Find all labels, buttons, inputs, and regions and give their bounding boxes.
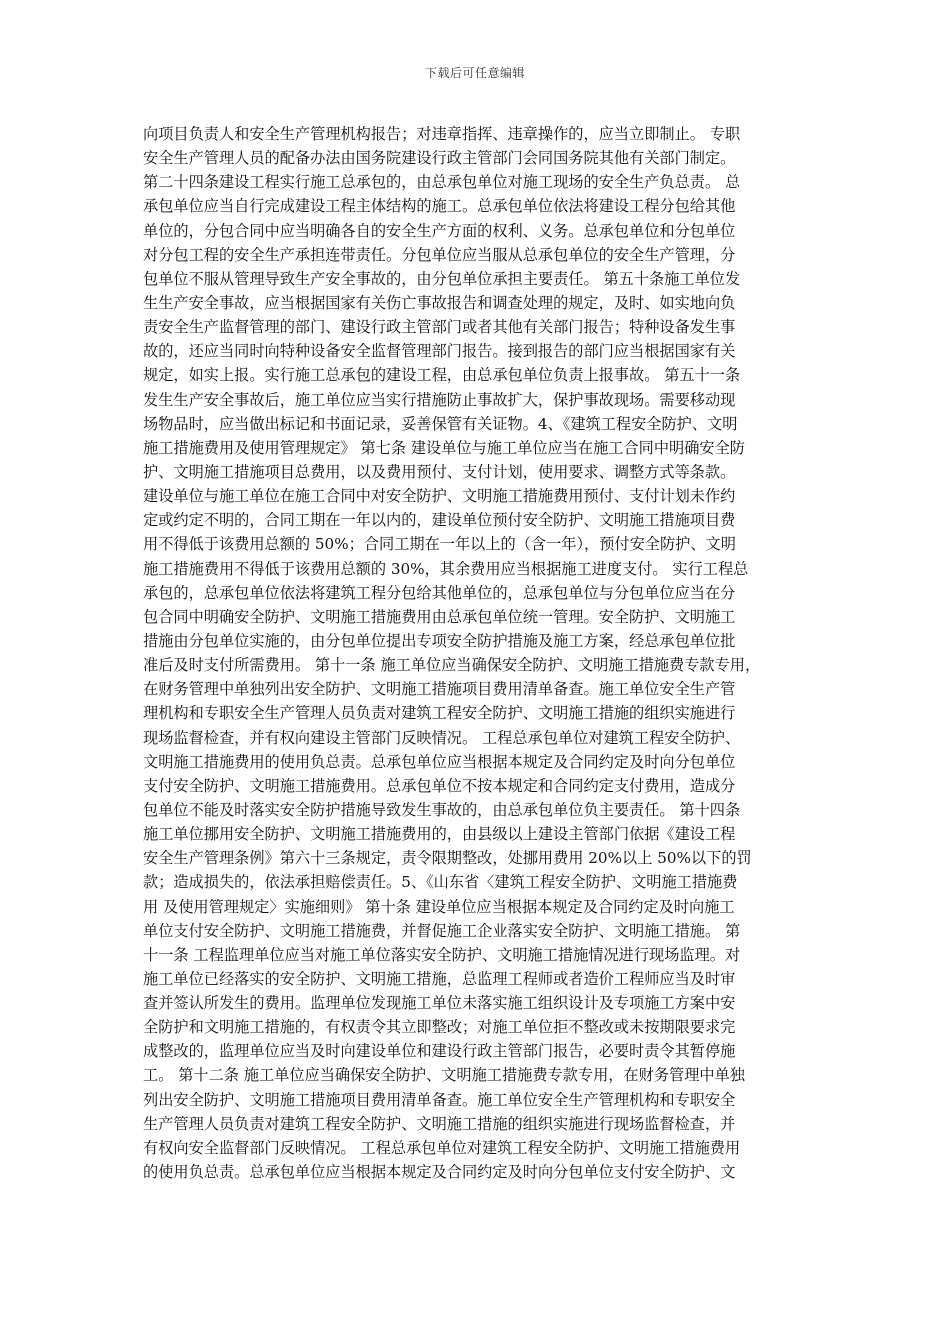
text-line: 场物品时，应当做出标记和书面记录，妥善保管有关证物。4、《建筑工程安全防护、文明 [143, 414, 738, 433]
text-line: 责安全生产监督管理的部门、建设行政主管部门或者其他有关部门报告；特种设备发生事 [143, 318, 736, 337]
text-line: 规定，如实上报。实行施工总承包的建设工程，由总承包单位负责上报事故。 第五十一条 [143, 366, 741, 385]
text-line: 包合同中明确安全防护、文明施工措施费用由总承包单位统一管理。安全防护、文明施工 [143, 607, 736, 626]
text-line: 用 及使用管理规定〉实施细则》 第十条 建设单位应当根据本规定及合同约定及时向施工 [143, 897, 735, 916]
text-line: 成整改的，监理单位应当及时向建设单位和建设行政主管部门报告，必要时责令其暂停施 [143, 1042, 736, 1061]
text-line: 对分包工程的安全生产承担连带责任。分包单位应当服从总承包单位的安全生产管理，分 [143, 245, 736, 264]
text-line: 故的，还应当同时向特种设备安全监督管理部门报告。接到报告的部门应当根据国家有关 [143, 342, 736, 361]
text-line: 单位的，分包合同中应当明确各自的安全生产方面的权利、义务。总承包单位和分包单位 [143, 221, 736, 240]
text-line: 有权向安全监督部门反映情况。 工程总承包单位对建筑工程安全防护、文明施工措施费用 [143, 1138, 741, 1157]
text-line: 查并签认所发生的费用。监理单位发现施工单位未落实施工组织设计及专项施工方案中安 [143, 994, 736, 1013]
text-line: 护、文明施工措施项目总费用，以及费用预付、支付计划，使用要求、调整方式等条款。 [143, 462, 736, 481]
text-line: 措施由分包单位实施的，由分包单位提出专项安全防护措施及施工方案，经总承包单位批 [143, 631, 736, 650]
text-line: 款；造成损失的，依法承担赔偿责任。5、《山东省〈建筑工程安全防护、文明施工措施费 [143, 873, 738, 892]
text-line: 安全生产管理条例》第六十三条规定，责令限期整改，处挪用费用 20%以上 50%以下的罚 [143, 849, 752, 868]
text-line: 列出安全防护、文明施工措施项目费用清单备查。施工单位安全生产管理机构和专职安全 [143, 1090, 736, 1109]
text-line: 施工单位已经落实的安全防护、文明施工措施，总监理工程师或者造价工程师应当及时审 [143, 969, 736, 988]
text-line: 单位支付安全防护、文明施工措施费，并督促施工企业落实安全防护、文明施工措施。 第 [143, 921, 741, 940]
text-line: 包单位不能及时落实安全防护措施导致发生事故的，由总承包单位负主要责任。 第十四条 [143, 800, 741, 819]
text-line: 生产管理人员负责对建筑工程安全防护、文明施工措施的组织实施进行现场监督检查，并 [143, 1114, 736, 1133]
text-line: 承包的，总承包单位依法将建筑工程分包给其他单位的，总承包单位与分包单位应当在分 [143, 583, 736, 602]
text-line: 准后及时支付所需费用。 第十一条 施工单位应当确保安全防护、文明施工措施费专款专用， [143, 656, 761, 675]
text-line: 全防护和文明施工措施的，有权责令其立即整改；对施工单位拒不整改或未按期限要求完 [143, 1018, 736, 1037]
text-line: 在财务管理中单独列出安全防护、文明施工措施项目费用清单备查。施工单位安全生产管 [143, 680, 736, 699]
text-line: 理机构和专职安全生产管理人员负责对建筑工程安全防护、文明施工措施的组织实施进行 [143, 704, 736, 723]
text-line: 生生产安全事故，应当根据国家有关伤亡事故报告和调查处理的规定，及时、如实地向负 [143, 293, 736, 312]
text-line: 第二十四条建设工程实行施工总承包的，由总承包单位对施工现场的安全生产负总责。 总 [143, 173, 741, 192]
text-line: 发生生产安全事故后，施工单位应当实行措施防止事故扩大，保护事故现场。需要移动现 [143, 390, 736, 409]
text-line: 向项目负责人和安全生产管理机构报告；对违章指挥、违章操作的，应当立即制止。 专职 [143, 125, 741, 143]
text-line: 的使用负总责。总承包单位应当根据本规定及合同约定及时向分包单位支付安全防护、文 [143, 1163, 736, 1182]
text-line: 十一条 工程监理单位应当对施工单位落实安全防护、文明施工措施情况进行现场监理。对 [143, 945, 741, 964]
page-header: 下载后可任意编辑 [424, 66, 525, 80]
text-line: 文明施工措施费用的使用负总责。总承包单位应当根据本规定及合同约定及时向分包单位 [143, 752, 736, 771]
text-line: 施工措施费用及使用管理规定》 第七条 建设单位与施工单位应当在施工合同中明确安全防 [143, 438, 745, 457]
text-line: 定或约定不明的，合同工期在一年以内的，建设单位预付安全防护、文明施工措施项目费 [143, 511, 736, 530]
text-line: 现场监督检查，并有权向建设主管部门反映情况。 工程总承包单位对建筑工程安全防护、 [143, 728, 741, 747]
text-line: 施工措施费用不得低于该费用总额的 30%，其余费用应当根据施工进度支付。 实行工程总 [143, 559, 749, 578]
text-line: 施工单位挪用安全防护、文明施工措施费用的，由县级以上建设主管部门依据《建设工程 [143, 825, 736, 844]
text-line: 用不得低于该费用总额的 50%；合同工期在一年以上的（含一年），预付安全防护、文明 [143, 535, 736, 554]
text-line: 承包单位应当自行完成建设工程主体结构的施工。总承包单位依法将建设工程分包给其他 [143, 197, 736, 216]
text-line: 支付安全防护、文明施工措施费用。总承包单位不按本规定和合同约定支付费用，造成分 [143, 776, 736, 795]
text-line: 包单位不服从管理导致生产安全事故的，由分包单位承担主要责任。 第五十条施工单位发 [143, 269, 741, 288]
text-line: 工。 第十二条 施工单位应当确保安全防护、文明施工措施费专款专用，在财务管理中单独 [143, 1066, 745, 1085]
text-line: 建设单位与施工单位在施工合同中对安全防护、文明施工措施费用预付、支付计划未作约 [143, 487, 736, 506]
text-line: 安全生产管理人员的配备办法由国务院建设行政主管部门会同国务院其他有关部门制定。 [143, 149, 736, 168]
document-body [143, 122, 813, 1184]
